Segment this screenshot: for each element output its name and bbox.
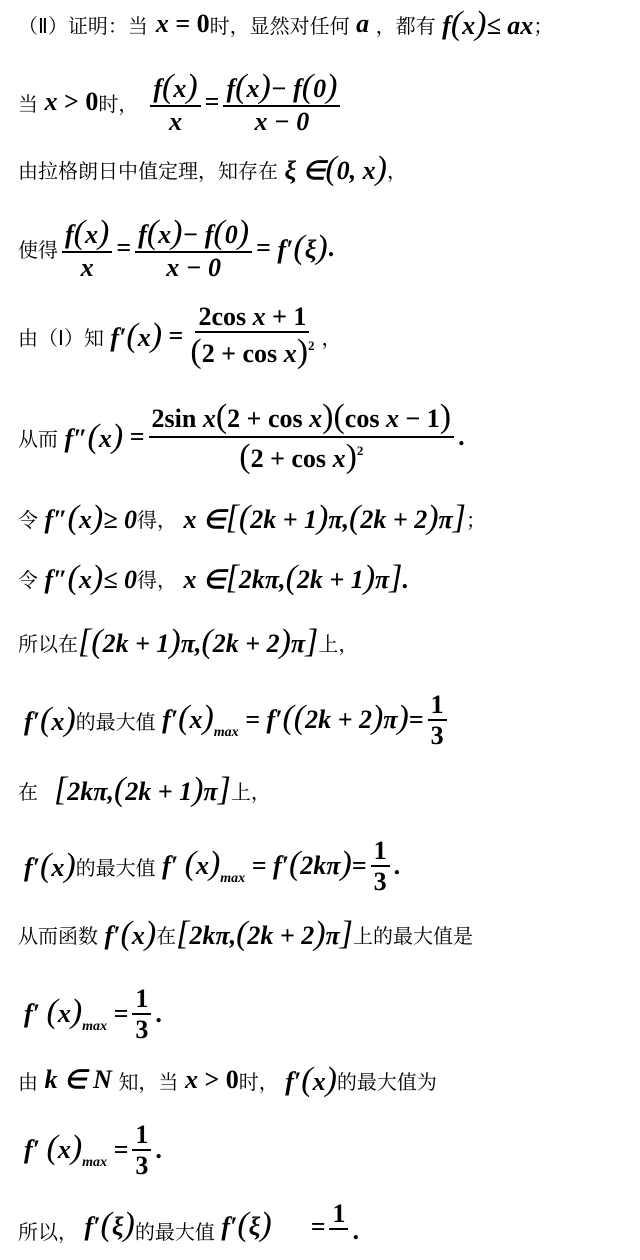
math: = 0 [168, 9, 210, 38]
math: f′(ξ) [277, 229, 328, 266]
text: 得， [136, 567, 177, 592]
line-9 [18, 618, 632, 666]
math: f″(x) [58, 418, 124, 455]
text: 从而 [18, 426, 58, 451]
line-12: f′(x) 的最大值 f′ $(x)_{max} = f'(2k\pi)$ = $\frac{1}{3}$ . [24, 835, 401, 896]
text: 在 [156, 923, 177, 948]
line-11 [18, 766, 632, 814]
text: 的最大值 [75, 709, 156, 734]
text: ， [321, 325, 342, 350]
math: f″(x)≥ 0 [38, 499, 137, 536]
line-5: 由（Ⅰ）知 f′(x) = $\frac{\text{2cos x + 1}}{(2 + \cos x)^2}$ ， [18, 301, 342, 370]
fraction: $\frac{1}{3}$ [132, 985, 151, 1044]
math: f′ $(x)_{max}$ = [24, 993, 129, 1034]
math: [2kπ,(2k + 1)π] [54, 771, 231, 808]
line-16: f′ $(x)_{max}$ = $\frac{1}{3}$ . [24, 1119, 162, 1180]
text: ； [465, 507, 486, 532]
math: x ∈[(2k + 1)π,(2k + 2)π] [176, 499, 466, 536]
text: 由 [18, 1069, 38, 1094]
fraction: $\frac{f(x)}{x}$ [62, 215, 112, 282]
text: 由拉格朗日中值定理，知存在 [18, 158, 278, 183]
math: f′(ξ) = [214, 1206, 326, 1243]
text: 上， [230, 779, 271, 804]
line-17: 所以， f′(ξ) 的最大值 f′(ξ) = 1 . [18, 1199, 359, 1245]
math: f′(ξ) [78, 1206, 135, 1243]
math: f′(x) [103, 317, 163, 354]
fraction: $\frac{\text{2cos x + 1}}{(2 + \cos x)^2}$ [190, 301, 315, 370]
line-2: 当 x > 0 时， $\frac{f(x)}{x}$ = $\frac{f(x)- f(0)}{x - 0}$ [18, 62, 632, 142]
text: 时，显然对任何 [209, 13, 350, 38]
math: x ∈[2kπ,(2k + 1)π]. [176, 559, 409, 596]
math: f′(x) [24, 847, 76, 884]
text: 得， [136, 507, 177, 532]
math: f″(x)≤ 0 [38, 559, 137, 596]
text: 当 [18, 91, 38, 116]
fraction: $\frac{1}{3}$ [371, 837, 390, 896]
fraction: $\frac{1}{3}$ [428, 691, 447, 750]
line-7 [18, 494, 632, 542]
math: $f'(x)_{max} = f'((2k + 2)\pi)$ [155, 699, 409, 740]
text: 时， [98, 91, 139, 116]
line-4: 使得 $\frac{f(x)}{x}$ = $\frac{f(x)- f(0)}{x - 0}$ = f′(ξ) . [18, 213, 335, 283]
fraction: $\frac{1}{3}$ [132, 1121, 151, 1180]
line-14: f′ $(x)_{max}$ = $\frac{1}{3}$ . [24, 983, 162, 1044]
text: 时， [238, 1069, 279, 1094]
text: 从而函数 [18, 923, 98, 948]
line-8 [18, 554, 632, 602]
line-3 [18, 146, 632, 192]
line-15: 由 k ∈ N 知，当 x > 0 时， f′(x) 的最大值为 [18, 1061, 437, 1098]
math: f′(x) [98, 915, 157, 952]
fraction: $\frac{f(x)}{x}$ [150, 69, 200, 136]
math: ξ ∈(0, x) [278, 150, 387, 187]
math: [2kπ,(2k + 2)π] [176, 915, 353, 952]
math: x [178, 1065, 198, 1094]
math: k ∈ N [38, 1065, 119, 1094]
line-10: f′(x) 的最大值 $f'(x)_{max} = f'((2k + 2)\pi)$ = $\frac{1}{3}$ [24, 680, 632, 760]
fraction: $\frac{f(x)- f(0)}{x - 0}$ [135, 215, 252, 282]
text: 上， [318, 631, 359, 656]
math: f′ $(x)_{max}$ = [24, 1129, 129, 1170]
text: 使得 [18, 237, 58, 262]
text: 的最大值 [75, 855, 156, 880]
text: 上的最大值是 [353, 923, 473, 948]
text: ； [533, 13, 554, 38]
text: 在 [18, 779, 38, 804]
math: x [155, 9, 169, 38]
text: 知，当 [118, 1069, 179, 1094]
fraction: $\frac{\text{2sin x(2 + cos x)(cos x − 1)}}{(2 + \cos x)^2}$ [149, 399, 455, 474]
text: 由（Ⅰ）知 [18, 325, 104, 350]
line-13 [18, 910, 632, 958]
math: x [38, 87, 58, 116]
fraction: 1 [329, 1200, 348, 1231]
text: 的最大值 [134, 1220, 215, 1244]
fraction: $\frac{f(x)- f(0)}{x - 0}$ [223, 69, 340, 136]
text: 所以在 [18, 631, 78, 656]
line-1 [18, 4, 632, 44]
math: f′(x) [24, 701, 76, 738]
text: （Ⅱ）证明：当 [18, 13, 148, 38]
text: ， [386, 158, 407, 183]
math: a [349, 9, 376, 38]
text: 所以， [18, 1220, 78, 1244]
text: 的最大值为 [336, 1069, 437, 1094]
math: [(2k + 1)π,(2k + 2)π] [78, 623, 319, 660]
text: 令 [18, 507, 38, 532]
line-6: 从而 f″(x) = $\frac{\text{2sin x(2 + cos x)(cos x − 1)}}{(2 + \cos x)^2}$ . [18, 398, 465, 475]
math: f′(x) [278, 1061, 337, 1098]
math: f′ $(x)_{max} = f'(2k\pi)$ [155, 845, 352, 886]
text: ，都有 [375, 13, 436, 38]
math: f(x)≤ ax [435, 5, 534, 42]
text: 令 [18, 567, 38, 592]
